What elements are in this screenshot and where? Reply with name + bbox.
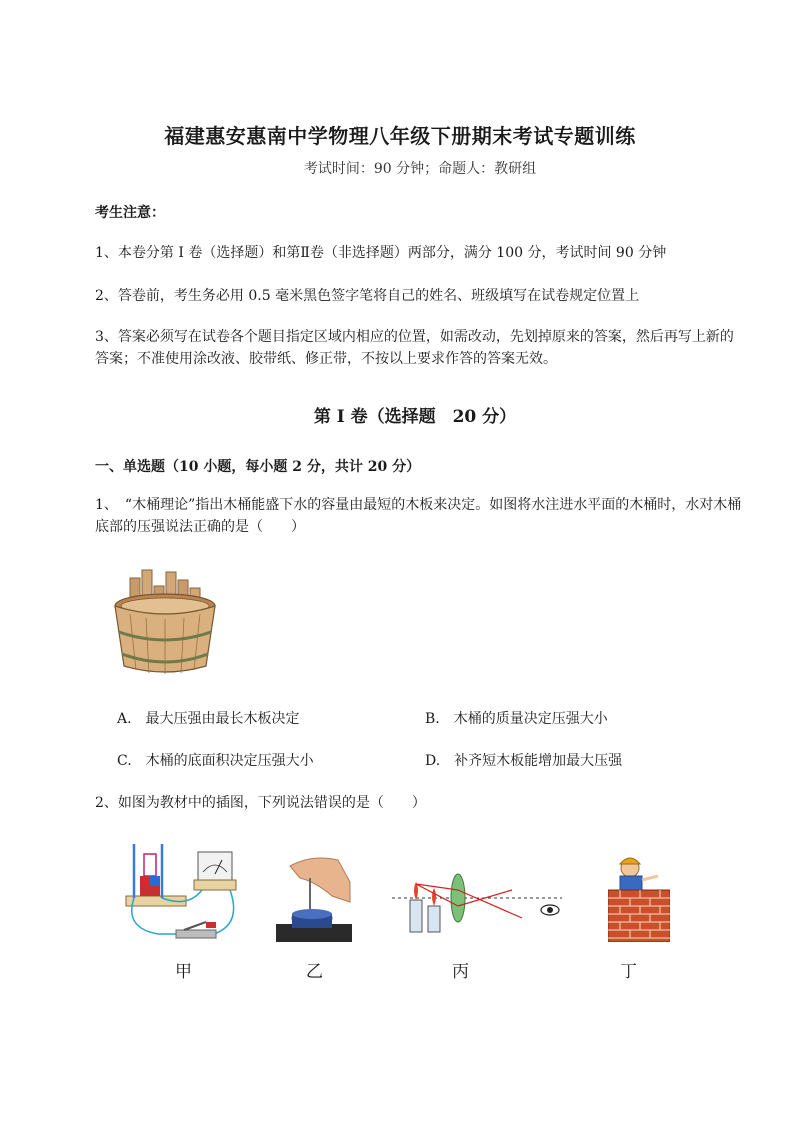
brick-wall-figure — [608, 852, 670, 942]
exam-subtitle: 考试时间：90 分钟；命题人：教研组 — [303, 161, 537, 177]
notice-item-1: 1、本卷分第 I 卷（选择题）和第Ⅱ卷（非选择题）两部分，满分 100 分，考试时间 90 分钟 — [95, 245, 667, 261]
lens-optics-figure — [392, 860, 572, 940]
figure-label-yi: 乙 — [306, 962, 323, 982]
question-2-stem: 2、如图为教材中的插图，下列说法错误的是（ ） — [95, 795, 426, 811]
figure-label-ding: 丁 — [620, 962, 637, 982]
notice-item-3: 3、答案必须写在试卷各个题目指定区域内相应的位置，如需改动，先划掉原来的答案，然后再写上新的答案；不准使用涂改液、胶带纸、修正带，不按以上要求作答的答案无效。 — [95, 329, 734, 367]
circuit-figure — [118, 838, 248, 948]
notice-heading: 考生注意： — [95, 205, 165, 221]
question-1-stem: 1、 “木桶理论”指出木桶能盛下水的容量由最短的木板来决定。如图将水注进水平面的木桶时，水对木桶底部的压强说法正确的是（ ） — [95, 497, 742, 535]
exam-title: 福建惠安惠南中学物理八年级下册期末考试专题训练 — [164, 124, 636, 148]
hand-tube-figure — [272, 852, 352, 942]
section-title: 第 I 卷（选择题 20 分） — [313, 407, 517, 427]
question-1-option-c: C. 木桶的底面积决定压强大小 — [117, 753, 314, 769]
figure-label-jia: 甲 — [175, 962, 192, 982]
question-1-option-a: A. 最大压强由最长木板决定 — [117, 711, 300, 727]
part-heading: 一、单选题（10 小题，每小题 2 分，共计 20 分） — [95, 459, 421, 475]
notice-item-2: 2、答卷前，考生务必用 0.5 毫米黑色签字笔将自己的姓名、班级填写在试卷规定位置上 — [95, 288, 640, 304]
question-1-option-d: D. 补齐短木板能增加最大压强 — [425, 753, 623, 769]
wooden-bucket-figure — [110, 566, 220, 678]
figure-label-bing: 丙 — [452, 962, 469, 982]
question-1-option-b: B. 木桶的质量决定压强大小 — [425, 711, 608, 727]
